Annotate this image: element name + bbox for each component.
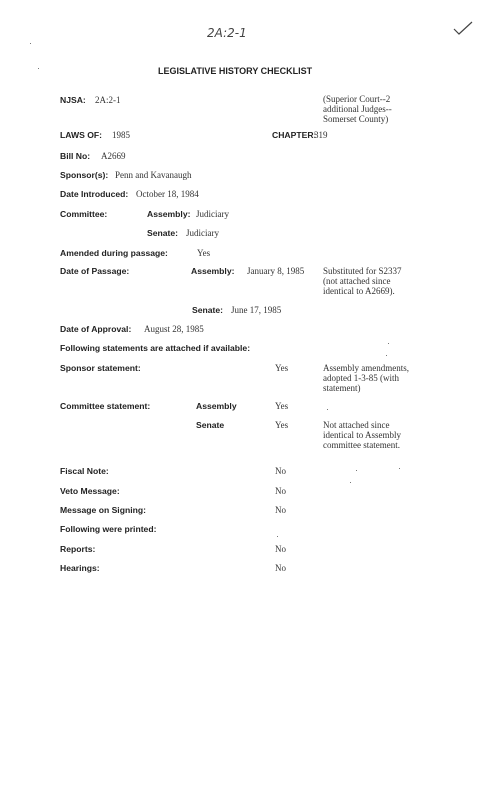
scan-speck: [399, 468, 400, 469]
committee-statement-senate-label: Senate: [196, 420, 225, 430]
message-on-signing-value: No: [275, 505, 286, 515]
reports-value: No: [275, 544, 286, 554]
scan-speck: [327, 409, 328, 410]
passage-note-line-1: Substituted for S2337: [323, 266, 402, 276]
committee-senate-label: Senate:: [147, 228, 179, 238]
subject-note-line-1: (Superior Court--2: [323, 94, 391, 104]
chapter-label: CHAPTER:: [272, 130, 317, 140]
sponsors-value: Penn and Kavanaugh: [115, 170, 192, 180]
printed-heading: Following were printed:: [60, 524, 157, 534]
amended-label: Amended during passage:: [60, 248, 168, 258]
laws-of-value: 1985: [112, 130, 130, 140]
hearings-label: Hearings:: [60, 563, 100, 573]
committee-statement-label: Committee statement:: [60, 401, 151, 411]
committee-assembly-value: Judiciary: [196, 209, 229, 219]
amended-value: Yes: [197, 248, 211, 258]
sponsor-note-line-2: adopted 1-3-85 (with: [323, 373, 399, 383]
committee-senate-value: Judiciary: [186, 228, 219, 238]
veto-message-value: No: [275, 486, 286, 496]
date-introduced-value: October 18, 1984: [136, 189, 199, 199]
scan-speck: [388, 343, 389, 344]
reports-label: Reports:: [60, 544, 96, 554]
committee-note-line-2: identical to Assembly: [323, 430, 401, 440]
fiscal-note-value: No: [275, 466, 286, 476]
sponsor-note-line-3: statement): [323, 383, 361, 393]
chapter-value: 319: [314, 130, 328, 140]
committee-assembly-label: Assembly:: [147, 209, 191, 219]
passage-note-line-2: (not attached since: [323, 276, 391, 286]
committee-note-line-3: committee statement.: [323, 440, 400, 450]
scan-speck: [386, 355, 387, 356]
date-of-approval-label: Date of Approval:: [60, 324, 132, 334]
sponsor-statement-label: Sponsor statement:: [60, 363, 141, 373]
sponsor-statement-value: Yes: [275, 363, 289, 373]
scan-speck: [30, 43, 31, 44]
passage-assembly-value: January 8, 1985: [247, 266, 305, 276]
committee-statement-assembly-value: Yes: [275, 401, 289, 411]
hearings-value: No: [275, 563, 286, 573]
scan-speck: [277, 536, 278, 537]
fiscal-note-label: Fiscal Note:: [60, 466, 109, 476]
scan-speck: [356, 470, 357, 471]
njsa-label: NJSA:: [60, 95, 86, 105]
handwritten-reference: 2A:2-1: [207, 26, 247, 40]
scan-speck: [350, 482, 351, 483]
passage-assembly-label: Assembly:: [191, 266, 235, 276]
laws-of-label: LAWS OF:: [60, 130, 103, 140]
committee-note-line-1: Not attached since: [323, 420, 390, 430]
veto-message-label: Veto Message:: [60, 486, 120, 496]
checkmark-icon: [452, 20, 474, 36]
date-introduced-label: Date Introduced:: [60, 189, 129, 199]
njsa-value: 2A:2-1: [95, 95, 121, 105]
committee-statement-senate-value: Yes: [275, 420, 289, 430]
message-on-signing-label: Message on Signing:: [60, 505, 146, 515]
passage-senate-label: Senate:: [192, 305, 224, 315]
committee-statement-assembly-label: Assembly: [196, 401, 237, 411]
scan-speck: [38, 68, 39, 69]
subject-note-line-3: Somerset County): [323, 114, 389, 124]
passage-senate-value: June 17, 1985: [231, 305, 282, 315]
sponsors-label: Sponsor(s):: [60, 170, 109, 180]
subject-note-line-2: additional Judges--: [323, 104, 392, 114]
attached-heading: Following statements are attached if available:: [60, 343, 251, 353]
committee-label: Committee:: [60, 209, 108, 219]
page-title: LEGISLATIVE HISTORY CHECKLIST: [158, 66, 313, 76]
bill-no-value: A2669: [101, 151, 126, 161]
bill-no-label: Bill No:: [60, 151, 91, 161]
passage-note-line-3: identical to A2669).: [323, 286, 395, 296]
sponsor-note-line-1: Assembly amendments,: [323, 363, 409, 373]
date-of-passage-label: Date of Passage:: [60, 266, 130, 276]
date-of-approval-value: August 28, 1985: [144, 324, 204, 334]
